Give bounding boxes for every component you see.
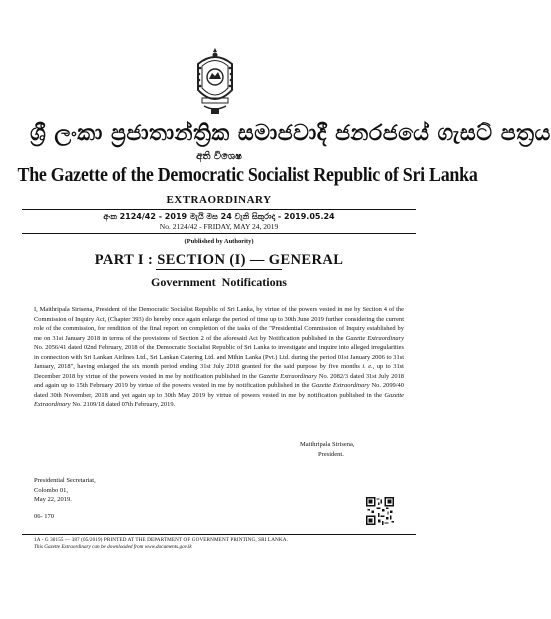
address-line: Presidential Secretariat, bbox=[34, 477, 96, 484]
divider-rule bbox=[22, 233, 416, 234]
gazette-title: The Gazette of the Democratic Socialist Republic of Sri Lanka bbox=[17, 165, 478, 186]
signatory-title: President. bbox=[318, 451, 344, 458]
part-title: PART I : SECTION (I) — GENERAL bbox=[94, 252, 344, 268]
notification-body: I, Maithripala Sirisena, President of the Democratic Socialist Republic of Sri Lanka, by virtue of the powers vested in me by Section 4 of the Commission of Inquiry Act, (Chapter 393) do hereby once again enlarge the period of time up to 30th June 2019 further considering the current role of the commission, for rendition of the final report on completion of the tasks of the "Presidential Commission of Inquiry established by me on 31st January 2018 in terms of the provisions of Section 2 of the aforesaid Act by Notification published in the Gazette Extraordinary No. 2056/41 dated 02nd February, 2018 of the Democratic Socialist Republic of Sri Lanka to investigate and inquire into alleged irregularities in connection with Sri Lankan Airlines Ltd., Sri Lankan Catering Ltd. and Mihin Lanka (Pvt.) Ltd. during the period 01st January 2006 to 31st January, 2018", having enlarged the six month period ending 31st July 2018 granted for the said purpose by five months i. e., up to 31st December 2018 by virtue of the powers vested in me by notification published in the Gazette Extraordinary No. 2082/3 dated 31st July 2018 and again up to 15th February 2019 by virtue of the powers vested in me by notification published in the Gazette Extraordinary No. 2099/40 dated 30th November, 2018 and yet again up to 30th May 2019 by virtue of powers vested in me by notification published in the Gazette Extraordinary No. 2109/18 dated 07th February, 2019. bbox=[34, 306, 405, 409]
divider-rule bbox=[22, 534, 416, 535]
issue-line-sinhala: අංක 2124/42 - 2019 මැයි මස 24 වැනි සිකුරාදා - 2019.05.24 bbox=[103, 212, 335, 221]
reference-number: 06- 170 bbox=[34, 513, 55, 520]
divider-rule bbox=[22, 209, 416, 210]
sinhala-title: ශ්‍රී ලංකා ප්‍රජාතාන්ත්‍රික සමාජවාදී ජනරජයේ ගැසට් පත්‍රය bbox=[30, 121, 551, 146]
printer-imprint: 1A - G 30155 — 387 (05/2019) PRINTED AT THE DEPARTMENT OF GOVERNMENT PRINTING, SRI LANKA. bbox=[34, 537, 288, 543]
address-line: Colombo 01, bbox=[34, 486, 68, 494]
issue-line-english: No. 2124/42 - FRIDAY, MAY 24, 2019 bbox=[159, 222, 279, 231]
qr-code-icon bbox=[366, 497, 394, 525]
address-line: May 22, 2019. bbox=[34, 496, 72, 503]
download-note: This Gazette Extraordinary can be downloaded from www.documents.gov.lk bbox=[34, 544, 192, 550]
signatory-name: Maithripala Sirisena, bbox=[300, 441, 355, 448]
divider-rule bbox=[156, 269, 282, 270]
national-emblem bbox=[192, 46, 238, 116]
published-by-authority: (Published by Authority) bbox=[184, 238, 254, 245]
address-block bbox=[34, 476, 96, 505]
sinhala-subtitle: අති විශෙෂ bbox=[196, 151, 242, 162]
extraordinary-label: EXTRAORDINARY bbox=[166, 194, 272, 206]
section-title: Government Notifications bbox=[151, 275, 287, 289]
